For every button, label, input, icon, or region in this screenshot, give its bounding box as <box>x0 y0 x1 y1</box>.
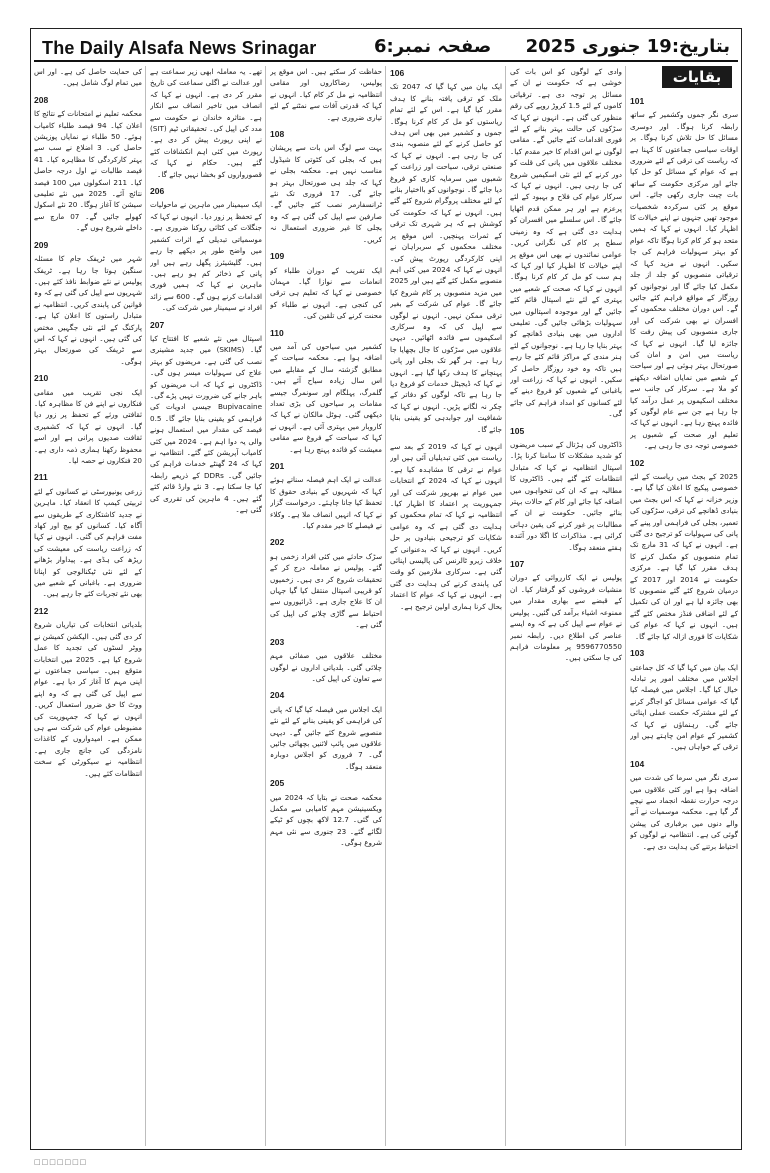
news-story <box>270 778 382 848</box>
story-text: سری نگر میں سرما کی شدت میں اضافہ ہوا ہے اور کئی علاقوں میں درجہ حرارت نقطہ انجماد سے نیچے گر گیا ہے۔ محکمہ موسمیات نے آنے والے دنوں میں برفباری کی پیشن گوئی کی ہے۔ انتظامیہ نے لوگوں کو احتیاط برتنے کی ہدایت دی ہے۔ <box>630 773 738 851</box>
story-number: 105 <box>510 425 525 436</box>
news-story <box>510 426 622 553</box>
story-text: محکمہ صحت نے بتایا کہ 2024 میں ویکسینیشن مہم کامیابی سے مکمل کی گئی۔ 12.7 لاکھ بچوں کو ٹیکے لگائے گئے۔ 23 جنوری سے نئی مہم شروع ہوگی۔ <box>270 792 382 848</box>
news-story <box>150 186 262 313</box>
column-divider <box>385 66 386 1146</box>
story-number: 109 <box>270 251 285 262</box>
story-text: حفاظت کر سکتے ہیں۔ اس موقع پر پولیس، رضاکاروں اور مقامی انتظامیہ نے مل کر کام کیا۔ انہوں نے کہا کہ قدرتی آفات سے نمٹنے کے لئے تیاری ضروری ہے۔ <box>270 67 382 122</box>
news-story <box>270 328 382 455</box>
story-text: انہوں نے کہا کہ 2019 کے بعد سے ریاست میں کئی تبدیلیاں آئی ہیں اور عوام نے ترقی کا مشاہدہ کیا ہے۔ انہوں نے کہا کہ 2024 کے انتخابات میں عوام نے بھرپور شرکت کی اور جمہوریت پر اعتماد کا اظہار کیا۔ انتظامیہ نے کہا کہ تمام محکموں کو ہدایت دی گئی ہے کہ وہ عوامی شکایات کو ترجیحی بنیادوں پر حل کریں۔ انہوں نے کہا کہ بدعنوانی کے خلاف زیرو ٹالرنس کی پالیسی اپنائی گئی ہے۔ سرکاری ملازمین کو وقت کی پابندی کرنے کی ہدایت دی گئی ہے۔ انہوں نے کہا کہ عوام کا اعتماد بحال کرنا ہماری اولین ترجیح ہے۔ <box>390 442 502 611</box>
story-number: 209 <box>34 239 49 250</box>
story-number: 202 <box>270 537 285 548</box>
story-text: کی حمایت حاصل کی ہے۔ اور اس میں تمام لوگ شامل ہیں۔ <box>34 67 142 88</box>
news-story <box>270 66 382 123</box>
footer-mark: □□□□□□□ <box>34 1158 88 1166</box>
news-story <box>150 320 262 516</box>
newspaper-title: The Daily Alsafa News Srinagar <box>42 38 317 58</box>
news-story <box>630 458 738 643</box>
news-story <box>390 441 502 612</box>
column-divider <box>145 66 146 1146</box>
story-number: 203 <box>270 636 285 647</box>
story-text: شہر میں ٹریفک جام کا مسئلہ سنگین ہوتا جا رہا ہے۔ ٹریفک پولیس نے نئے ضوابط نافذ کئے ہیں۔ شہریوں سے اپیل کی گئی ہے کہ وہ قوانین کی پابندی کریں۔ انتظامیہ نے متبادل راستوں کا اعلان کیا ہے۔ پارکنگ کے لئے نئی جگہیں مختص کی گئی ہیں۔ انہوں نے کہا کہ اس سے ٹریفک کی صورتحال بہتر ہوگی۔ <box>34 254 142 366</box>
news-story <box>270 690 382 772</box>
news-story <box>270 129 382 245</box>
story-number: 204 <box>270 690 285 701</box>
story-text: 2025 کے بجٹ میں ریاست کے لئے خصوصی پیکیج کا اعلان کیا گیا ہے۔ وزیر خزانہ نے کہا کہ اس بجٹ میں بنیادی ڈھانچے کی ترقی، سڑکوں کی تعمیر، بجلی کی فراہمی اور پینے کے پانی کی سہولیات کو ترجیح دی گئی ہے۔ انہوں نے کہا کہ 31 مارچ تک تمام منصوبوں کو مکمل کرنے کا ہدف مقرر کیا گیا ہے۔ مرکزی حکومت نے 2014 اور 2017 کے درمیان شروع کئے گئے منصوبوں کا بھی جائزہ لیا ہے اور ان کی تکمیل کے لئے اضافی فنڈز مختص کئے گئے ہیں۔ انہوں نے کہا کہ عوام کی شکایات کا فوری ازالہ کیا جائے گا۔ <box>630 472 738 641</box>
story-text: ایک بیان میں کہا گیا کہ 2047 تک ملک کو ترقی یافتہ بنانے کا ہدف مقرر کیا گیا ہے۔ اس کے لئے تمام ریاستوں کو مل کر کام کرنا ہوگا۔ جموں و کشمیر میں بھی اس ہدف کو حاصل کرنے کے لئے منصوبہ بندی کی جا رہی ہے۔ انہوں نے کہا کہ صنعتی ترقی، سیاحت اور زراعت کے شعبوں میں سرمایہ کاری کو فروغ دیا جائے گا۔ نوجوانوں کو بااختیار بنانے کے لئے مختلف پروگرام شروع کئے گئے ہیں۔ انہوں نے کہا کہ حکومت کی کوشش ہے کہ ہر شہری تک ترقی کے ثمرات پہنچیں۔ اس موقع پر مختلف محکموں کے سربراہان نے اپنی کارکردگی رپورٹ پیش کی۔ انہوں نے کہا کہ 2024 میں کئی اہم منصوبے مکمل کئے گئے ہیں اور 2025 میں مزید منصوبوں پر کام شروع کیا جائے گا۔ عوام کی شرکت کے بغیر ترقی ممکن نہیں۔ انہوں نے لوگوں سے اپیل کی کہ وہ سرکاری اسکیموں سے فائدہ اٹھائیں۔ دیہی علاقوں میں سڑکوں کا جال بچھایا جا رہا ہے۔ ہر گھر تک بجلی اور پانی پہنچانے کا ہدف رکھا گیا ہے۔ انہوں نے کہا کہ ڈیجیٹل خدمات کو فروغ دیا جا رہا ہے تاکہ لوگوں کو دفاتر کے چکر نہ لگانے پڑیں۔ انہوں نے کہا کہ شفافیت اور جوابدہی کو یقینی بنایا جائے گا۔ <box>390 82 502 434</box>
story-number: 101 <box>630 96 645 106</box>
story-text: ایک تقریب کے دوران طلباء کو انعامات سے نوازا گیا۔ مہمان خصوصی نے کہا کہ تعلیم ہی ترقی کی کنجی ہے۔ انہوں نے طلباء کو محنت کرنے کی تلقین کی۔ <box>270 265 382 321</box>
column-3 <box>390 66 502 1146</box>
story-text: سڑک حادثے میں کئی افراد زخمی ہو گئے۔ پولیس نے معاملہ درج کر کے تحقیقات شروع کر دی ہیں۔ زخمیوں کو قریبی اسپتال منتقل کیا گیا جہاں ان کا علاج جاری ہے۔ ڈرائیوروں سے احتیاط سے گاڑی چلانے کی اپیل کی گئی ہے۔ <box>270 551 382 630</box>
section-header-baqiyat: بقایات <box>662 66 732 88</box>
news-story <box>34 373 142 466</box>
column-divider <box>265 66 266 1146</box>
article-columns <box>34 66 738 1146</box>
story-number: 206 <box>150 186 165 197</box>
masthead <box>34 32 738 62</box>
news-story <box>270 461 382 531</box>
story-text: تھے۔ یہ معاملہ ابھی زیر سماعت ہے اور عدالت نے اگلی سماعت کی تاریخ مقرر کر دی ہے۔ انہوں نے کہا کہ انصاف میں تاخیر انصاف سے انکار ہے۔ متاثرہ خاندان نے حکومت سے مدد کی اپیل کی۔ تحقیقاتی ٹیم (SIT) نے اپنی رپورٹ پیش کر دی ہے۔ رپورٹ میں کئی اہم انکشافات کئے گئے ہیں۔ حکام نے کہا کہ قصورواروں کو بخشا نہیں جائے گا۔ <box>150 67 262 179</box>
story-text: بلدیاتی انتخابات کی تیاریاں شروع کر دی گئی ہیں۔ الیکشن کمیشن نے ووٹر لسٹوں کی تجدید کا عمل شروع کیا ہے۔ 2025 میں انتخابات متوقع ہیں۔ سیاسی جماعتوں نے اپنی مہم کا آغاز کر دیا ہے۔ عوام سے اپیل کی گئی ہے کہ وہ اپنے ووٹ کا حق ضرور استعمال کریں۔ انہوں نے کہا کہ جمہوریت کی مضبوطی عوام کی شرکت سے ہی ممکن ہے۔ امیدواروں کے کاغذات نامزدگی کی جانچ جاری ہے۔ انتظامیہ نے سیکورٹی کے سخت انتظامات کئے ہیں۔ <box>34 620 142 778</box>
story-text: زرعی یونیورسٹی نے کسانوں کے لئے تربیتی کیمپ کا انعقاد کیا۔ ماہرین نے جدید کاشتکاری کے طریقوں سے آگاہ کیا۔ کسانوں کو بیج اور کھاد مفت فراہم کی گئی۔ انہوں نے کہا کہ زراعت ریاست کی معیشت کی ریڑھ کی ہڈی ہے۔ پیداوار بڑھانے کے لئے نئی ٹیکنالوجی کو اپنانا ضروری ہے۔ باغبانی کے شعبے میں بھی نئے تجربات کئے جا رہے ہیں۔ <box>34 486 142 599</box>
story-number: 110 <box>270 327 284 338</box>
story-number: 210 <box>34 373 49 384</box>
story-number: 107 <box>510 559 525 570</box>
news-story <box>510 66 622 420</box>
story-number: 208 <box>34 94 49 105</box>
news-story <box>630 759 738 852</box>
story-text: ایک اجلاس میں فیصلہ کیا گیا کہ پانی کی فراہمی کو یقینی بنانے کے لئے نئے منصوبے شروع کئے جائیں گے۔ دیہی علاقوں میں پائپ لائنیں بچھائی جائیں گی۔ 7 فروری کو اجلاس دوبارہ منعقد ہوگا۔ <box>270 704 382 771</box>
story-text: اسپتال میں نئے شعبے کا افتتاح کیا گیا۔ (SKIMS) میں جدید مشینری نصب کی گئی ہے۔ مریضوں کو بہتر علاج کی سہولیات میسر ہوں گی۔ ڈاکٹروں نے کہا کہ اب مریضوں کو باہر جانے کی ضرورت نہیں پڑے گی۔ Bupivacaine جیسی ادویات کی فراہمی کو یقینی بنایا جائے گا۔ 0.5 فیصد کی مقدار میں استعمال ہونے والی یہ دوا اہم ہے۔ 2024 میں کئی کامیاب آپریشن کئے گئے۔ انتظامیہ نے کہا کہ 24 گھنٹے خدمات فراہم کی جائیں گی۔ DDRs کے ذریعے رابطہ کیا جا سکتا ہے۔ 3 نئے وارڈ قائم کئے گئے ہیں۔ 4 ماہرین کی تقرری کی گئی ہے۔ <box>150 333 262 515</box>
story-number: 205 <box>270 778 285 789</box>
story-text: پولیس نے ایک کارروائی کے دوران منشیات فروشوں کو گرفتار کیا۔ ان کے قبضے سے بھاری مقدار میں ممنوعہ اشیاء برآمد کی گئیں۔ پولیس نے عوام سے اپیل کی ہے کہ وہ ایسے عناصر کی اطلاع دیں۔ رابطہ نمبر 9596770550 پر معلومات فراہم کی جا سکتی ہیں۔ <box>510 573 622 663</box>
issue-date: بتاریخ:19 جنوری 2025 <box>525 36 730 57</box>
news-story <box>270 537 382 630</box>
story-number: 104 <box>630 758 645 769</box>
story-text: ایک نجی تقریب میں مقامی فنکاروں نے اپنے فن کا مظاہرہ کیا۔ ثقافتی ورثے کے تحفظ پر زور دیا گیا۔ انہوں نے کہا کہ کشمیری ثقافت صدیوں پرانی ہے اور اسے محفوظ رکھنا ہماری ذمہ داری ہے۔ 20 فنکاروں نے حصہ لیا۔ <box>34 387 142 465</box>
story-text: بہت سے لوگ اس بات سے پریشان ہیں کہ بجلی کی کٹوتی کا شیڈول مناسب نہیں ہے۔ محکمہ بجلی نے کہا کہ جلد ہی صورتحال بہتر ہو جائے گی۔ 17 فروری تک نئے ٹرانسفارمر نصب کئے جائیں گے۔ صارفین سے اپیل کی گئی ہے کہ وہ بجلی کا غیر ضروری استعمال نہ کریں۔ <box>270 143 382 244</box>
news-story <box>270 637 382 685</box>
story-text: کشمیر میں سیاحوں کی آمد میں اضافہ ہوا ہے۔ محکمہ سیاحت کے مطابق گزشتہ سال کے مقابلے میں اس سال زیادہ سیاح آئے ہیں۔ گلمرگ، پہلگام اور سونمرگ جیسے مقامات پر سیاحوں کی بڑی تعداد دیکھی گئی۔ ہوٹل مالکان نے کہا کہ کاروبار میں بہتری آئی ہے۔ انہوں نے کہا کہ سیاحت کے فروغ سے مقامی معیشت کو فائدہ پہنچ رہا ہے۔ <box>270 341 382 454</box>
story-text: وادی کے لوگوں کو اس بات کی خوشی ہے کہ حکومت نے ان کے مسائل پر توجہ دی ہے۔ ترقیاتی کاموں کے لئے 1.5 کروڑ روپے کی رقم منظور کی گئی ہے۔ انہوں نے کہا کہ سڑکوں کی حالت بہتر بنانے کے لئے فوری اقدامات کئے جائیں گے۔ مقامی لوگوں نے اس اقدام کا خیر مقدم کیا۔ مختلف علاقوں میں پانی کی قلت کو دور کرنے کے لئے نئی اسکیمیں شروع کی جا رہی ہیں۔ انہوں نے کہا کہ سرکار عوام کی فلاح و بہبود کے لئے پرعزم ہے اور ہر ممکن قدم اٹھایا جائے گا۔ اس سلسلے میں افسران کو ہدایت دی گئی ہے کہ وہ زمینی سطح پر کام کی نگرانی کریں۔ عوامی نمائندوں نے بھی اس موقع پر اپنے خیالات کا اظہار کیا اور کہا کہ ہم سب کو مل کر کام کرنا ہوگا۔ انہوں نے کہا کہ صحت کے شعبے میں بہتری کے لئے نئے اسپتال قائم کئے جائیں گے اور موجودہ اسپتالوں میں سہولیات بڑھائی جائیں گی۔ تعلیمی اداروں میں بھی بنیادی ڈھانچے کو بہتر بنایا جا رہا ہے۔ نوجوانوں کے لئے ہنر مندی کے مراکز قائم کئے جا رہے ہیں تاکہ وہ خود روزگار حاصل کر سکیں۔ انہوں نے کہا کہ زراعت اور باغبانی کے شعبوں کو فروغ دینے کے لئے کسانوں کو امداد فراہم کی جائے گی۔ <box>510 67 622 419</box>
column-divider <box>505 66 506 1146</box>
column-1 <box>630 94 738 1146</box>
story-number: 201 <box>270 461 285 471</box>
news-story <box>390 68 502 435</box>
story-number: 103 <box>630 648 645 659</box>
page-number-label: صفحہ نمبر:6 <box>374 36 492 57</box>
column-5 <box>150 66 262 1146</box>
news-story <box>34 240 142 367</box>
news-story <box>510 559 622 664</box>
story-text: ایک سیمینار میں ماہرین نے ماحولیات کے تحفظ پر زور دیا۔ انہوں نے کہا کہ جنگلات کی کٹائی روکنا ضروری ہے۔ موسمیاتی تبدیلی کے اثرات کشمیر میں واضح طور پر دیکھے جا رہے ہیں۔ گلیشیئرز پگھل رہے ہیں اور پانی کے ذخائر کم ہو رہے ہیں۔ ماہرین نے کہا کہ ہمیں فوری اقدامات کرنے ہوں گے۔ 600 سے زائد افراد نے سیمینار میں شرکت کی۔ <box>150 200 262 313</box>
story-text: محکمہ تعلیم نے امتحانات کے نتائج کا اعلان کیا۔ 94 فیصد طلباء کامیاب ہوئے۔ 50 طلباء نے نمایاں پوزیشن حاصل کی۔ 3 اضلاع نے سب سے بہتر کارکردگی کا مظاہرہ کیا۔ 41 فیصد طالبات نے اول درجہ حاصل کیا۔ 211 اسکولوں میں 100 فیصد نتائج آئے۔ 2025 میں نئے تعلیمی سیشن کا آغاز ہوگا۔ 20 نئے اسکول کھولے جائیں گے۔ 07 مارچ سے داخلے شروع ہوں گے۔ <box>34 109 142 233</box>
story-number: 212 <box>34 605 49 616</box>
news-story <box>34 606 142 779</box>
news-story <box>270 251 382 321</box>
story-number: 108 <box>270 129 285 140</box>
column-2 <box>510 66 622 1146</box>
news-story <box>630 648 738 753</box>
news-story <box>630 96 738 452</box>
news-story <box>34 95 142 234</box>
story-text: مختلف علاقوں میں صفائی مہم چلائی گئی۔ بلدیاتی اداروں نے لوگوں سے تعاون کی اپیل کی۔ <box>270 651 382 683</box>
story-text: سری نگر جموں وکشمیر کے ساتھ رابطہ کرنا ہوگا۔ اور دوسری مسائل کا حل تلاش کرنا ہوگا۔ پر اوقات سیاسی جماعتوں کا کہنا ہے کہ ریاست کی ترقی کے لئے ضروری ہے کہ عوام کے مسائل کو حل کیا جائے اور مرکزی حکومت کے ساتھ بات چیت جاری رکھی جائے۔ اس موقع پر کئی سرکردہ شخصیات موجود تھیں جنہوں نے اپنے خیالات کا اظہار کیا۔ انہوں نے کہا کہ ہمیں متحد ہو کر کام کرنا ہوگا تاکہ عوام کو بہتر سہولیات فراہم کی جا سکیں۔ انہوں نے مزید کہا کہ ترقیاتی منصوبوں کو جلد از جلد مکمل کیا جائے گا اور نوجوانوں کو روزگار کے مواقع فراہم کئے جائیں گے۔ اس دوران مختلف محکموں کے افسران نے بھی شرکت کی اور جاری منصوبوں کی پیش رفت کا جائزہ لیا گیا۔ انہوں نے کہا کہ ریاست میں امن و امان کی صورتحال بہتر ہوئی ہے اور سیاحت کے شعبے میں نمایاں اضافہ دیکھنے کو ملا ہے۔ سرکار کی جانب سے مختلف اسکیموں پر عمل درآمد کیا جا رہا ہے جن سے عام لوگوں کو فائدہ پہنچ رہا ہے۔ انہوں نے کہا کہ تعلیم اور صحت کے شعبوں پر خصوصی توجہ دی جا رہی ہے۔ <box>630 110 738 451</box>
column-4 <box>270 66 382 1146</box>
story-text: ڈاکٹروں کی ہڑتال کے سبب مریضوں کو شدید مشکلات کا سامنا کرنا پڑا۔ اسپتال انتظامیہ نے کہا کہ متبادل انتظامات کئے گئے ہیں۔ ڈاکٹروں کا مطالبہ ہے کہ ان کی تنخواہوں میں اضافہ کیا جائے اور کام کے حالات بہتر بنائے جائیں۔ حکومت نے ان کے مطالبات پر غور کرنے کی یقین دہانی کرائی ہے۔ مذاکرات کا اگلا دور آئندہ ہفتے منعقد ہوگا۔ <box>510 440 622 552</box>
news-story <box>34 472 142 599</box>
story-number: 106 <box>390 68 405 78</box>
story-text: عدالت نے ایک اہم فیصلہ سناتے ہوئے کہا کہ شہریوں کے بنیادی حقوق کا تحفظ کیا جانا چاہئے۔ درخواست گزار نے کہا کہ انہیں انصاف ملا ہے۔ وکلاء نے فیصلے کا خیر مقدم کیا۔ <box>270 475 382 531</box>
news-story <box>34 66 142 89</box>
column-6 <box>34 66 142 1146</box>
column-divider <box>625 66 626 1146</box>
story-number: 207 <box>150 319 165 330</box>
news-story <box>150 66 262 180</box>
story-number: 211 <box>34 472 48 483</box>
story-text: ایک بیان میں کہا گیا کہ کل جماعتی اجلاس میں مختلف امور پر تبادلہ خیال کیا گیا۔ اجلاس میں فیصلہ کیا گیا کہ عوامی مسائل کو اجاگر کرنے کے لئے مشترکہ حکمت عملی اپنائی جائے گی۔ رہنماؤں نے کہا کہ کشمیر کے عوام امن چاہتے ہیں اور ترقی کے خواہاں ہیں۔ <box>630 662 738 752</box>
story-number: 102 <box>630 457 645 468</box>
